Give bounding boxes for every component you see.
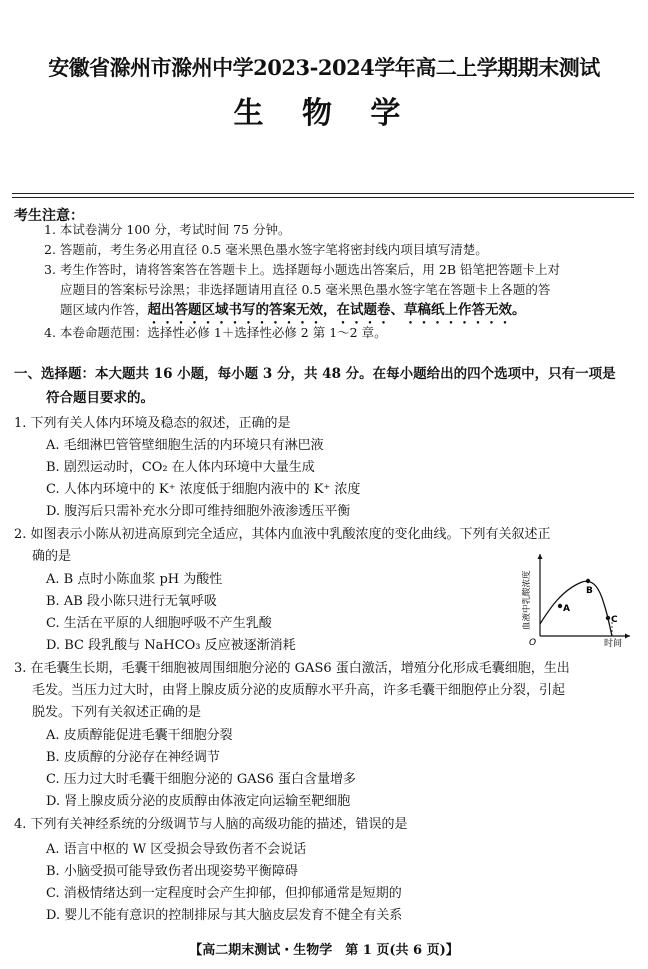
subject-title: 生 物 学 [233, 96, 415, 131]
question-option: B. 皮质醇的分泌存在神经调节 [46, 750, 220, 765]
notice-item: 应题目的答案标号涂黑；非选择题请用直径 0.5 毫米黑色墨水签字笔在答题卡上各题的答 [60, 282, 551, 297]
question-option: B. 小脑受损可能导致伤者出现姿势平衡障碍 [46, 864, 298, 879]
x-axis-label: 时间 [604, 639, 623, 648]
question-stem: 2. 如图表示小陈从初进高原到完全适应，其体内血液中乳酸浓度的变化曲线。下列有关叙述正 [14, 527, 551, 542]
x-axis-arrow [625, 634, 630, 639]
notice-emphasis: 超出答题区域书写的答案无效，在试题卷、草稿纸上作答无效。 [147, 302, 526, 318]
question-stem: 4. 下列有关神经系统的分级调节与人脑的高级功能的描述，错误的是 [14, 817, 408, 832]
section-heading: 符合题目要求的。 [46, 390, 154, 406]
point-label-a: A [563, 604, 570, 614]
question-option: B. AB 段小陈只进行无氧呼吸 [46, 594, 217, 609]
question-option: D. 肾上腺皮质分泌的皮质醇由体液定向运输至靶细胞 [46, 794, 351, 809]
question-option: A. 语言中枢的 W 区受损会导致伤者不会说话 [46, 842, 307, 857]
question-option: A. 皮质醇能促进毛囊干细胞分裂 [46, 728, 233, 743]
question-option: A. 毛细淋巴管管壁细胞生活的内环境只有淋巴液 [46, 438, 324, 453]
origin-label: O [529, 638, 537, 648]
point-label-c: C [611, 615, 618, 625]
question-stem: 3. 在毛囊生长期，毛囊干细胞被周围细胞分泌的 GAS6 蛋白激活，增殖分化形成毛囊细胞，生出 [14, 661, 570, 676]
question-option: B. 剧烈运动时，CO₂ 在人体内环境中大量生成 [46, 460, 315, 475]
page-footer: 【高二期末测试・生物学 第 1 页(共 6 页)】 [189, 943, 459, 958]
notice-text: 题区域内作答， [60, 302, 148, 317]
point-a [558, 604, 562, 608]
y-axis-arrow [538, 554, 543, 559]
question-option: A. B 点时小陈血浆 pH 为酸性 [46, 572, 223, 587]
question-option: C. 压力过大时毛囊干细胞分泌的 GAS6 蛋白含量增多 [46, 772, 356, 787]
question-stem: 毛发。当压力过大时，由肾上腺皮质分泌的皮质醇水平升高，许多毛囊干细胞停止分裂，引起 [32, 683, 566, 698]
point-b [586, 579, 590, 583]
question-option: C. 消极情绪达到一定程度时会产生抑郁，但抑郁通常是短期的 [46, 886, 402, 901]
exam-title: 安徽省滁州市滁州中学2023-2024学年高二上学期期末测试 [48, 55, 600, 80]
y-axis-label: 血液中乳酸浓度 [522, 570, 532, 630]
notice-heading: 考生注意： [14, 208, 84, 224]
question-stem: 确的是 [32, 549, 72, 564]
question-option: D. 婴儿不能有意识的控制排尿与其大脑皮层发育不健全有关系 [46, 908, 403, 923]
question-option: D. 腹泻后只需补充水分即可维持细胞外液渗透压平衡 [46, 504, 351, 519]
question-option: C. 生活在平原的人细胞呼吸不产生乳酸 [46, 616, 272, 631]
point-label-b: B [586, 586, 593, 596]
notice-item: 3. 考生作答时，请将答案答在答题卡上。选择题每小题选出答案后，用 2B 铅笔把答题卡上对 [44, 262, 560, 277]
lactate-curve [540, 581, 612, 636]
question-stem: 1. 下列有关人体内环境及稳态的叙述，正确的是 [14, 416, 291, 431]
lactate-curve-chart [522, 548, 638, 648]
question-option: C. 人体内环境中的 K⁺ 浓度低于细胞内液中的 K⁺ 浓度 [46, 482, 361, 497]
divider [12, 197, 634, 198]
notice-item: 1. 本试卷满分 100 分，考试时间 75 分钟。 [44, 222, 291, 237]
notice-item: 4. 本卷命题范围：选择性必修 1＋选择性必修 2 第 1～2 章。 [44, 325, 387, 340]
divider [12, 193, 634, 194]
notice-item: 2. 答题前，考生务必用直径 0.5 毫米黑色墨水签字笔将密封线内项目填写清楚。 [44, 242, 488, 257]
question-option: D. BC 段乳酸与 NaHCO₃ 反应被逐渐消耗 [46, 638, 296, 653]
section-heading: 一、选择题：本大题共 16 小题，每小题 3 分，共 48 分。在每小题给出的四个选项中，只有一项是 [14, 366, 616, 382]
question-stem: 脱发。下列有关叙述正确的是 [32, 705, 202, 720]
point-c [606, 616, 610, 620]
